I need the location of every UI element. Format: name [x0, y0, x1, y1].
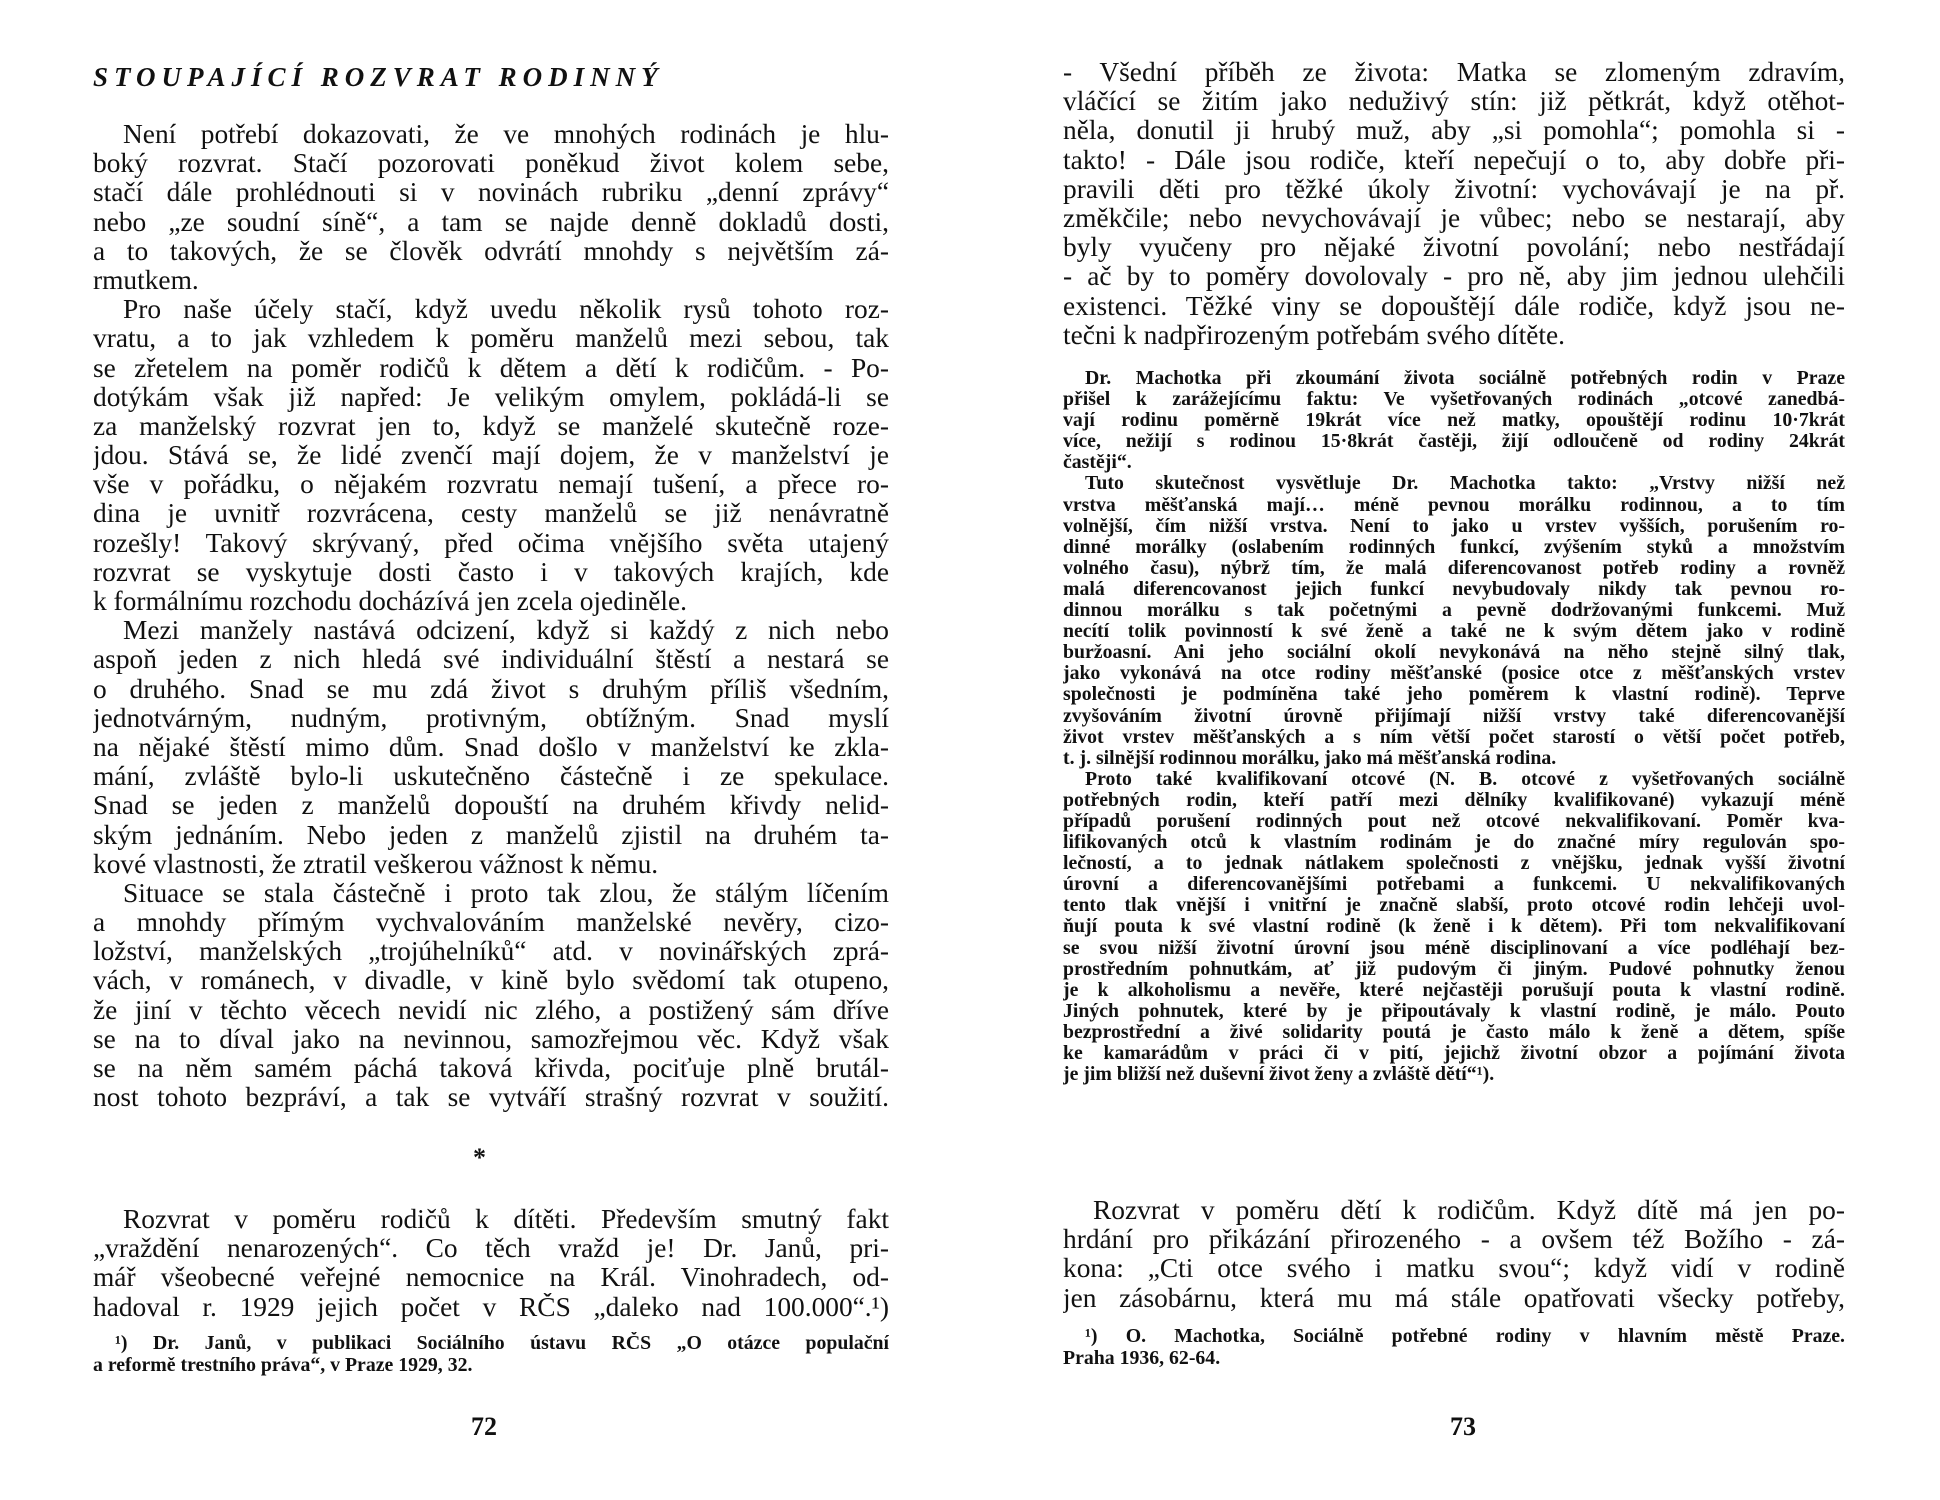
- text-line: rozešly! Takový skrývaný, před očima vnějšího světa utajený: [93, 528, 889, 558]
- right-section2-text: [1063, 1196, 1845, 1313]
- text-line: Rozvrat v poměru rodičů k dítěti. Především smutný fakt: [123, 1205, 889, 1234]
- text-line: Situace se stala částečně i proto tak zlou, že stálým líčením: [123, 878, 889, 908]
- text-line: „vraždění nenarozených“. Co těch vražd je! Dr. Janů, pri-: [93, 1234, 889, 1264]
- text-line: rmutkem.: [93, 265, 199, 295]
- text-line: je k alkoholismu a nevěře, které nejčastěji porušují pouta k vlastní rodině.: [1063, 979, 1845, 1001]
- text-line: úrovní a diferencovanějšími potřebami a funkcemi. U nekvalifikovaných: [1063, 874, 1845, 896]
- text-line: nebo „ze soudní síně“, a tam se najde denně dokladů dosti,: [93, 207, 889, 237]
- text-line: - Všední příběh ze života: Matka se zlomeným zdravím,: [1063, 58, 1845, 87]
- text-line: něla, donutil ji hrubý muž, aby „si pomohla“; pomohla si -: [1063, 116, 1845, 146]
- right-body-text: [1063, 58, 1845, 350]
- text-line: ským jednáním. Nebo jeden z manželů zjistil na druhém ta-: [93, 820, 889, 850]
- text-line: aspoň jeden z nich hledá své individuální štěstí a nestará se: [93, 645, 889, 675]
- text-line: mání, zvláště bylo-li uskutečněno částečně i ze spekulace.: [93, 762, 889, 792]
- text-line: častěji“.: [1063, 452, 1132, 474]
- text-line: t. j. silnější rodinnou morálku, jako má měšťanská rodina.: [1063, 747, 1557, 769]
- text-line: vrstva měšťanská mají… méně pevnou morálku rodinnou, a to tím: [1063, 494, 1845, 516]
- text-line: tečni k nadpřirozeným potřebám svého dítěte.: [1063, 320, 1565, 350]
- text-line: se na něm samém páchá taková křivda, pociťuje plně brutál-: [93, 1054, 889, 1083]
- text-line: byly vyučeny pro nějaké životní povolání; nebo nestřádají: [1063, 233, 1845, 263]
- text-line: Snad se jeden z manželů dopouští na druhém křivdy nelid-: [93, 791, 889, 821]
- text-line: potřebných rodin, kteří patří mezi dělníky kvalifikované) vykazují méně: [1063, 789, 1845, 811]
- page-number-73: 73: [1450, 1412, 1476, 1441]
- left-section2-text: [93, 1205, 889, 1322]
- text-line: Mezi manžely nastává odcizení, když si každý z nich nebo: [123, 616, 889, 646]
- text-line: mář všeobecné veřejné nemocnice na Král. Vinohradech, od-: [93, 1263, 889, 1293]
- text-line: a to takových, že se člověk odvrátí mnohdy s největším zá-: [93, 236, 889, 266]
- text-line: Proto také kvalifikovaní otcové (N. B. otcové z vyšetřovaných sociálně: [1085, 768, 1845, 790]
- text-line: se svou nižší životní úrovní jsou méně disciplinovaní a více podléhají bez-: [1063, 937, 1845, 959]
- text-line: takto! - Dále jsou rodiče, kteří nepečují o to, aby dobře při-: [1063, 145, 1845, 175]
- text-line: na nějaké štěstí mimo dům. Snad došlo v manželství ke zkla-: [93, 732, 889, 762]
- text-line: Není potřebí dokazovati, že ve mnohých rodinách je hlu-: [123, 120, 889, 149]
- text-line: se zřetelem na poměr rodičů k dětem a dětí k rodičům. - Po-: [93, 353, 889, 383]
- text-line: společnosti je podmíněna také jeho poměrem k vlastní rodině). Teprve: [1063, 684, 1845, 706]
- text-line: kové vlastnosti, že ztratil veškerou vážnost k němu.: [93, 849, 659, 879]
- text-line: ložství, manželských „trojúhelníků“ atd. v novinářských zprá-: [93, 937, 889, 967]
- text-line: Dr. Machotka při zkoumání života sociálně potřebných rodin v Praze: [1085, 368, 1845, 389]
- section-separator: *: [473, 1143, 486, 1172]
- text-line: volného času), nýbrž tím, že malá diferencovanost potřeb rodiny a rovněž: [1063, 557, 1845, 579]
- text-line: rozvrat se vyskytuje dosti často i v takových krajích, kde: [93, 557, 889, 587]
- text-line: Jiných pohnutek, které by je připoutávaly k vlastní rodině, je málo. Pouto: [1063, 1000, 1845, 1022]
- text-line: ¹) Dr. Janů, v publikaci Sociálního ústavu RČS „O otázce populační: [115, 1332, 889, 1354]
- text-line: volnější, čím nižší vrstva. Není to jako u vrstev vyšších, porušením ro-: [1063, 515, 1845, 537]
- text-line: život vrstev měšťanských a s ním větší počet starostí o větší počet potřeb,: [1063, 726, 1845, 748]
- text-line: a mnohdy přímým vychvalováním manželské nevěry, cizo-: [93, 908, 889, 938]
- text-line: jdou. Stává se, že lidé zvenčí mají dojem, že v manželství je: [93, 441, 889, 471]
- text-line: kona: „Cti otce svého i matku svou“; když vidí v rodině: [1063, 1254, 1845, 1284]
- text-line: vše v pořádku, o nějakém rozvratu nemají tušení, a přece ro-: [93, 470, 889, 500]
- text-line: vratu, a to jak vzhledem k poměru manželů mezi sebou, tak: [93, 324, 889, 354]
- left-footnote: [93, 1332, 889, 1376]
- text-line: jednotvárným, nudným, protivným, obtížným. Snad myslí: [93, 703, 889, 733]
- text-line: pravili děti pro těžké úkoly životní: vychovávají je na př.: [1063, 174, 1845, 204]
- text-line: Tuto skutečnost vysvětluje Dr. Machotka takto: „Vrstvy nižší než: [1085, 473, 1845, 495]
- text-line: jen zásobárnu, která mu má stále opatřovati všecky potřeby,: [1063, 1283, 1845, 1313]
- text-line: nost tohoto bezpráví, a tak se vytváří strašný rozvrat v soužití.: [93, 1083, 889, 1113]
- text-line: ňují pouta k své vlastní rodině (k ženě i k dětem). Při tom nekvalifikovaní: [1063, 916, 1845, 938]
- text-line: - ač by to poměry dovolovaly - pro ně, aby jim jednou ulehčili: [1063, 262, 1845, 292]
- text-line: případů porušení rodinných pout než otcové nekvalifikovaní. Poměr kva-: [1063, 810, 1845, 832]
- text-line: Praha 1936, 62-64.: [1063, 1347, 1221, 1369]
- text-line: jako vykonává na otce rodiny měšťanské (posice otce z měšťanských vrstev: [1063, 663, 1845, 685]
- text-line: více, nežijí s rodinou 15·8krát častěji, žijí odloučeně od rodiny 24krát: [1063, 431, 1845, 453]
- text-line: vách, v románech, v divadle, v kině bylo svědomí tak otupeno,: [93, 966, 889, 996]
- text-line: o druhého. Snad se mu zdá život s druhým příliš všedním,: [93, 674, 889, 704]
- text-line: existenci. Těžké viny se dopouštějí dále rodiče, když jsou ne-: [1063, 291, 1845, 321]
- text-line: se na to díval jako na nevinnou, samozřejmou věc. Když však: [93, 1024, 889, 1054]
- text-line: prostředním pohnutkám, ať již pudovým či jiným. Pudové pohnutky ženou: [1063, 958, 1845, 980]
- right-footnote: [1063, 1325, 1845, 1369]
- text-line: a reformě trestního práva“, v Praze 1929, 32.: [93, 1354, 473, 1376]
- text-line: malá diferencovanost jejich funkcí nevybudovaly nikdy tak pevnou ro-: [1063, 578, 1845, 600]
- text-line: lečností, a to jednak nátlakem společnosti z vnějšku, jednak vyšší životní: [1063, 853, 1845, 875]
- text-line: boký rozvrat. Stačí pozorovati poněkud život kolem sebe,: [93, 149, 889, 179]
- text-line: bezprostřední a živé solidarity poutá je často málo k ženě a dětem, spíše: [1063, 1021, 1845, 1043]
- left-body-text: [93, 120, 889, 1112]
- text-line: zvyšováním životní úrovně přijímají nižší vrstvy také diferencovanější: [1063, 705, 1845, 727]
- text-line: ke kamarádům v práci či v pití, jejichž životní obzor a pojímání života: [1063, 1043, 1845, 1064]
- text-line: dinnou morálku s tak početnými a pevně dodržovanými funkcemi. Muž: [1063, 600, 1845, 622]
- text-line: je jim bližší než duševní život ženy a zvláště dětí“¹).: [1063, 1064, 1495, 1086]
- text-line: změkčile; nebo nevychovávají je vůbec; nebo se nestarají, aby: [1063, 203, 1845, 233]
- text-line: že jiní v těchto věcech nevidí nic zlého, a postižený sám dříve: [93, 995, 889, 1025]
- text-line: dina je uvnitř rozvrácena, cesty manželů se již nenávratně: [93, 499, 889, 529]
- text-line: dotýkám však již napřed: Je velikým omylem, pokládá-li se: [93, 382, 889, 412]
- text-line: buržoasní. Ani jeho sociální okolí nevykonává na něho stejně silný tlak,: [1063, 642, 1845, 664]
- text-line: tento tlak vnější i vnitřní je značně slabší, proto otcové rodin lehčeji uvol-: [1063, 895, 1845, 917]
- text-line: Rozvrat v poměru dětí k rodičům. Když dítě má jen po-: [1093, 1196, 1845, 1225]
- text-line: vají rodinu poměrně 19krát více než matky, opouštějí rodinu 10·7krát: [1063, 410, 1845, 432]
- text-line: dinné morálky (oslabením rodinných funkcí, zvýšením styků a množstvím: [1063, 536, 1845, 558]
- text-line: hrdání pro přikázání přirozeného - a ovšem též Božího - zá-: [1063, 1225, 1845, 1255]
- page-number-72: 72: [471, 1412, 497, 1441]
- text-line: vláčící se žitím jako neduživý stín: již pětkrát, když otěhot-: [1063, 87, 1845, 117]
- text-line: Pro naše účely stačí, když uvedu několik rysů tohoto roz-: [123, 295, 889, 325]
- chapter-title: STOUPAJÍCÍ ROZVRAT RODINNÝ: [93, 62, 664, 92]
- text-line: necítí tolik povinností k své ženě a také ne k svým dětem jako v rodině: [1063, 621, 1845, 643]
- text-line: přišel k zarážejícímu faktu: Ve vyšetřovaných rodinách „otcové zanedbá-: [1063, 389, 1845, 411]
- right-quoted-study-text: [1063, 368, 1845, 1085]
- text-line: lifikovaných otců k vlastním rodinám je do značné míry regulován spo-: [1063, 832, 1845, 854]
- text-line: za manželský rozvrat jen to, když se manželé skutečně roze-: [93, 411, 889, 441]
- text-line: hadoval r. 1929 jejich počet v RČS „daleko nad 100.000“.¹): [93, 1292, 889, 1322]
- text-line: ¹) O. Machotka, Sociálně potřebné rodiny v hlavním městě Praze.: [1085, 1325, 1845, 1347]
- text-line: k formálnímu rozchodu docházívá jen zcela ojediněle.: [93, 587, 687, 616]
- text-line: stačí dále prohlédnouti si v novinách rubriku „denní zprávy“: [93, 178, 889, 208]
